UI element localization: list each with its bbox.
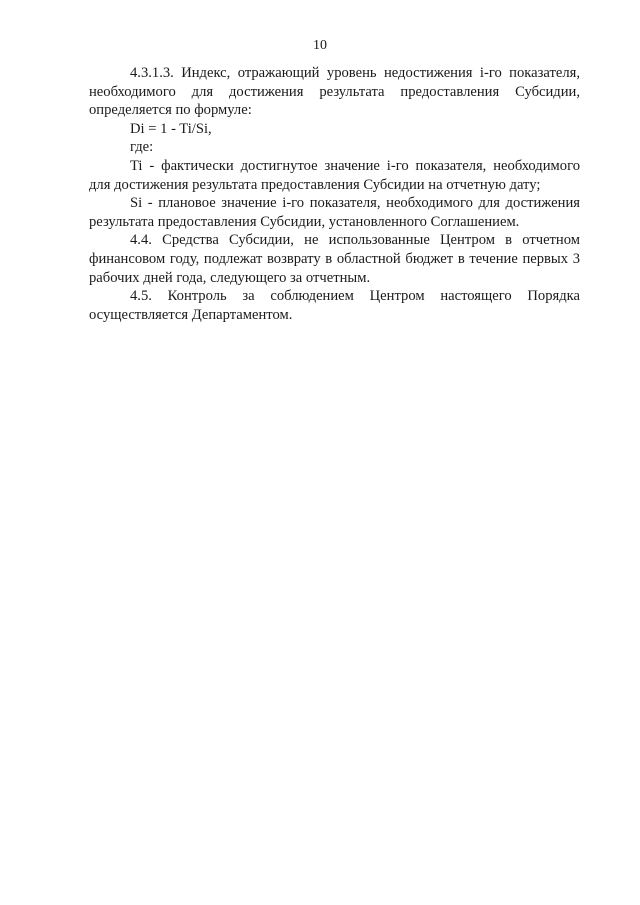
formula-where-label: где: [130, 139, 154, 156]
formula: Di = 1 - Ti/Si, [130, 120, 212, 137]
definition-si: Si - плановое значение i-го показателя, необходимого для достижения результата предоставления Субсидии, установленного Соглашением. [89, 195, 580, 230]
paragraph-4-3-1-3: 4.3.1.3. Индекс, отражающий уровень недостижения i-го показателя, необходимого для достижения результата предоставления Субсидии, определяется по формуле: [89, 65, 580, 119]
paragraph-4-4: 4.4. Средства Субсидии, не использованные Центром в отчетном финансовом году, подлежат возврату в областной бюджет в течение первых 3 рабочих дней года, следующего за отчетным. [89, 232, 580, 286]
definition-ti: Ti - фактически достигнутое значение i-го показателя, необходимого для достижения результата предоставления Субсидии на отчетную дату; [89, 157, 580, 193]
paragraph-4-5: 4.5. Контроль за соблюдением Центром настоящего Порядка осуществляется Департаментом. [89, 288, 580, 323]
page-number: 10 [313, 38, 327, 53]
document-body [89, 64, 580, 324]
